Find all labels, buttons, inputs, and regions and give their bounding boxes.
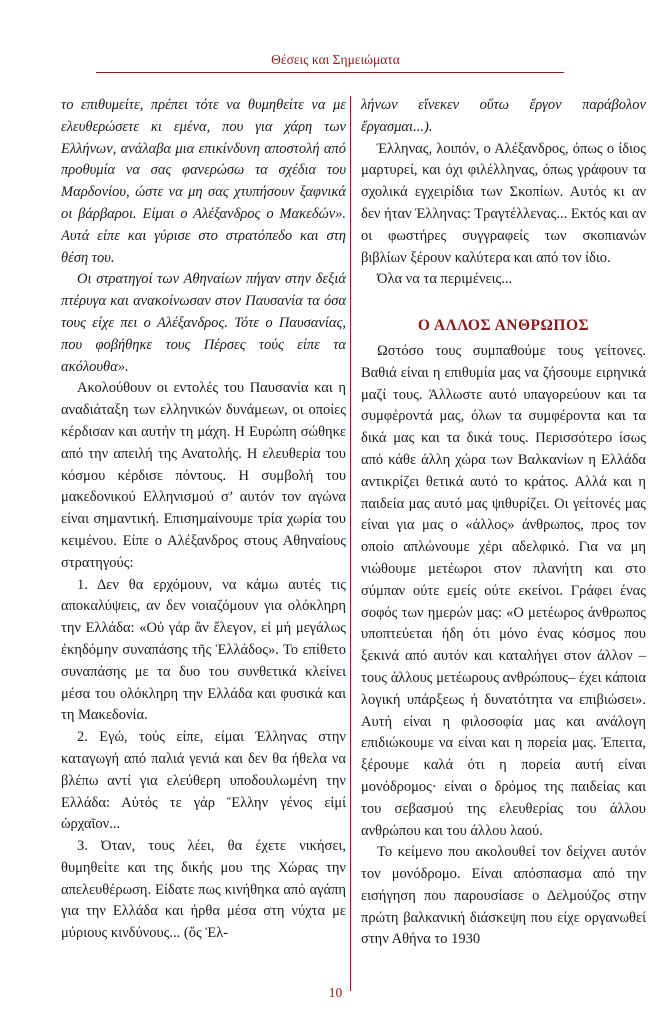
section-heading: Ο ΑΛΛΟΣ ΑΝΘΡΩΠΟΣ bbox=[417, 317, 590, 335]
right-paragraph-4: Ωστόσο τους συμπαθούμε τους γείτονες. Βαθιά είναι η επιθυμία μας να ζήσουμε ειρηνικά μαζί τους. Άλλωστε αυτό υπαγορεύουν και τα συμφέροντά μας, όλων τα συμφέροντα και τα δικά μας και τα δικά τους. Περισσότερο ίσως από κάθε άλλη χώρα των Βαλκανίων η Ελλάδα αντικρίζει θετικά αυτό το κράτος. Αλλά και η παιδεία μας αυτό μας ψιθυρίζει. Οι γείτονές μας είναι για μας ο «άλλος» άνθρωπος, προς τον οποίο απλώνουμε χέρι αδελφικό. Για να μη νιώθουμε μετέωροι στον πλανήτη και στο σύμπαν ούτε εμείς ούτε εκείνοι. Γράφει ένας σοφός των ημερών μας: «Ο μετέωρος άνθρωπος υποπτεύεται ήδη ότι μόνο ένας κόσμος που ξεκινά από αυτόν και καταλήγει στον άλλον –τους άλλους μετέωρους ανθρώπους– έχει κάποια λογική υπάρξεως ή δυνατότητα να επιβιώσει». Αυτή είναι η φιλοσοφία μας και ανάλογη επιδιώκουμε να είναι και η πορεία μας. Έπειτα, ξέρουμε καλά ότι η πορεία αυτή είναι μονόδρομος· είναι ο δρόμος της παιδείας και του σεβασμού της ελευθερίας του άλλου ανθρώπου και του άλλου λαού. bbox=[361, 342, 646, 839]
column-divider bbox=[350, 96, 351, 991]
left-paragraph-2: Οι στρατηγοί των Αθηναίων πήγαν στην δεξιά πτέρυγα και ανακοίνωσαν στον Παυσανία τα όσα τους είχε πει ο Αλέξανδρος. Τότε ο Παυσανίας, που φοβήθηκε τους Πέρσες τούς είπε τα ακόλουθα». bbox=[61, 271, 346, 375]
left-paragraph-4: 1. Δεν θα ερχόμουν, να κάμω αυτές τις αποκαλύψεις, αν δεν νοιαζόμουν για ολόκληρη την Ελλάδα: «Οὐ γάρ ἄν ἔλεγον, εἰ μή μεγάλως ἐκηδόμην συναπάσης τῆς Ἑλλάδος». Το επίθετο συναπάσης με τα δυο του συνθετικά κλείνει μέσα του ολόκληρη την Ελλάδα και φυσικά και τη Μακεδονία. bbox=[61, 576, 346, 724]
right-paragraph-3: Όλα να τα περιμένεις... bbox=[377, 271, 513, 288]
right-paragraph-1: λήνων εἵνεκεν οὕτω ἔργον παράβολον ἔργασμαι...). bbox=[361, 97, 646, 135]
page-number: 10 bbox=[328, 985, 343, 1000]
left-paragraph-3: Ακολούθουν οι εντολές του Παυσανία και η αναδιάταξη των ελληνικών δυνάμεων, οι οποίες κέρδισαν και αυτήν τη μάχη. Η Ευρώπη σώθηκε από την απειλή της Ανατολής. Η ελευθερία του κόσμου κέρδισε πόντους. Η συμβολή του μακεδονικού Ελληνισμού σ’ αυτόν τον αγώνα είναι σημαντική. Επισημαίνουμε τρία χωρία του κειμένου. Είπε ο Αλέξανδρος στους Αθηναίους στρατηγούς: bbox=[61, 380, 346, 571]
left-paragraph-5: 2. Εγώ, τούς είπε, είμαι Έλληνας στην καταγωγή από παλιά γενιά και δεν θα ήθελα να βλέπω αντί για ελεύθερη υποδουλωμένη την Ελλάδα: Αὐτός τε γάρ Ἕλλην γένος εἰμί ὠρχαῖον... bbox=[61, 729, 346, 833]
left-paragraph-6: 3. Όταν, τους λέει, θα έχετε νικήσει, θυμηθείτε και της δικής μου της Χώρας την απελευθέρωση. Είδατε πως κινήθηκα από αγάπη για την Ελλάδα και ήρθα μέσα στη νύχτα με μύριους κινδύνους... (ὅς Ἐλ- bbox=[61, 838, 346, 942]
running-head: Θέσεις και Σημειώματα bbox=[271, 52, 400, 67]
right-paragraph-5: Το κείμενο που ακολουθεί τον δείχνει αυτόν τον μονόδρομο. Είναι απόσπασμα από την εισήγηση που παρουσίασε ο Δελμούζος στην πρώτη βαλκανική διάσκεψη που είχε οργανωθεί στην Αθήνα το 1930 bbox=[361, 844, 646, 948]
right-paragraph-2: Έλληνας, λοιπόν, ο Αλέξανδρος, όπως ο ίδιος μαρτυρεί, και όχι φιλέλληνας, όπως γράφουν τα σχολικά εγχειρίδια των Σκοπίων. Αυτός κι αν δεν ήταν Έλληνας: Τραγτέλλενας... Εκτός και αν οι φωστήρες συγγραφείς των σκοπιανών βιβλίων ξέρουν καλύτερα και από τον ίδιο. bbox=[361, 140, 646, 266]
header-rule bbox=[96, 72, 564, 73]
right-column bbox=[361, 95, 646, 995]
left-paragraph-1: το επιθυμείτε, πρέπει τότε να θυμηθείτε να με ελευθερώσετε κι εμένα, που για χάρη των Ελλήνων, ανάλαβα μια επικίνδυνη αποστολή από προθυμία να σας φανερώσω τα σχέδια του Μαρδονίου, ώστε να μη σας χτυπήσουν ξαφνικά οι βάρβαροι. Είμαι ο Αλέξανδρος ο Μακεδών». Αυτά είπε και γύρισε στο στρατόπεδο και στη θέση του. bbox=[61, 97, 346, 266]
left-column bbox=[61, 95, 346, 995]
